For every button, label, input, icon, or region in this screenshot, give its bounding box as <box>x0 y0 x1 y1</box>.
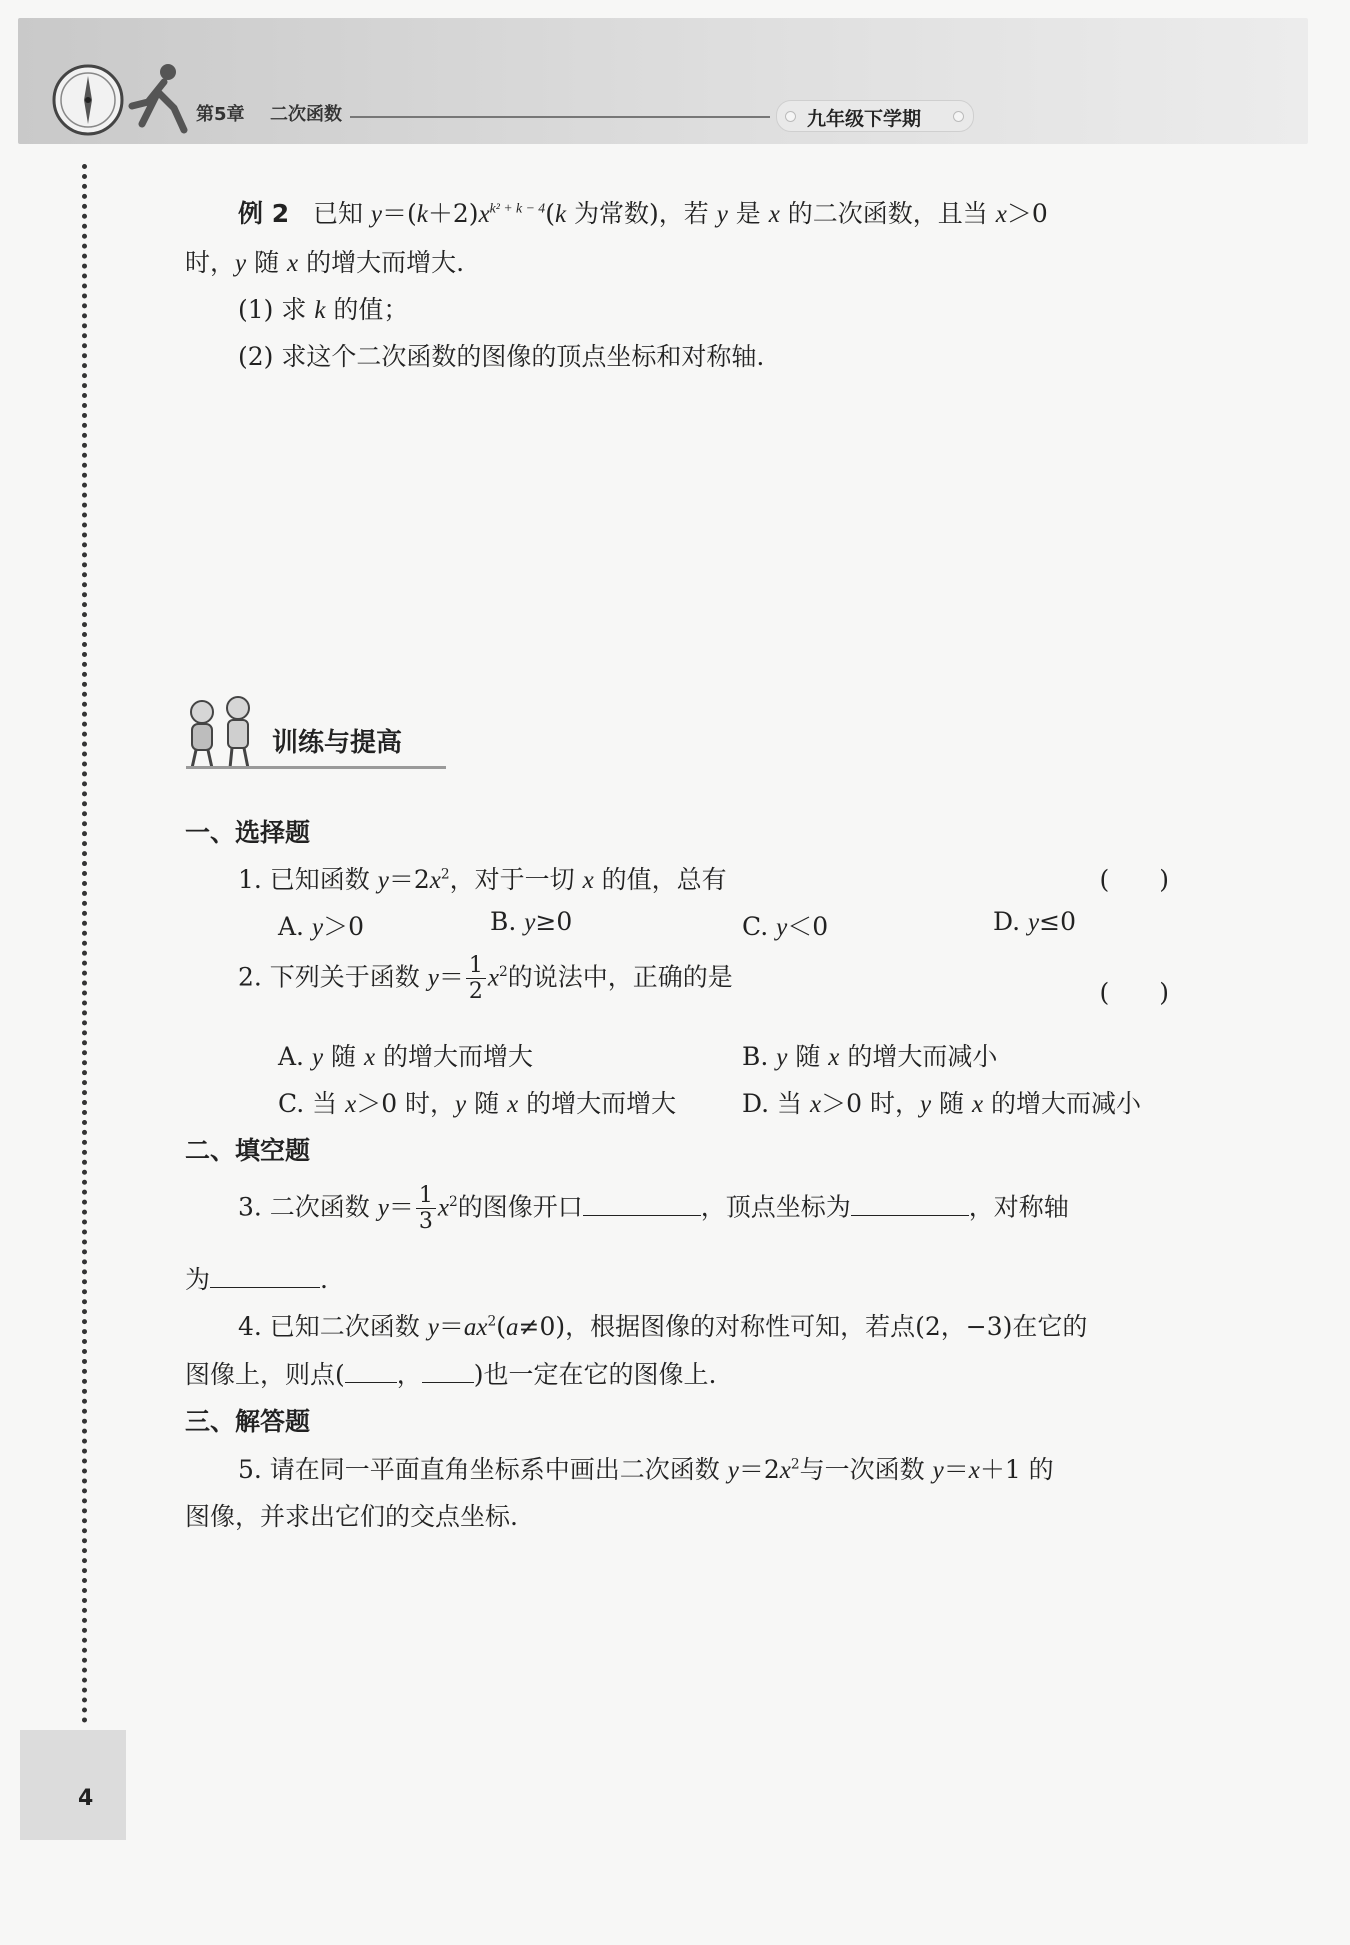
text: 1. 已知函数 <box>238 865 378 894</box>
var-x: x <box>478 201 490 228</box>
var-y: y <box>235 250 247 277</box>
text: ＞0 <box>323 912 364 941</box>
var-y: y <box>455 1091 467 1118</box>
clock-compass-icon <box>50 62 126 138</box>
var-x: x <box>429 867 441 894</box>
var-y: y <box>1028 909 1040 936</box>
text: A. <box>278 912 312 941</box>
var-y: y <box>311 1044 324 1071</box>
answer-parentheses: ( ) <box>1099 865 1169 894</box>
text: 5. 请在同一平面直角坐标系中画出二次函数 <box>238 1455 728 1484</box>
var-y: y <box>932 1457 944 1484</box>
var-a: a <box>506 1314 519 1341</box>
text: ＋2) <box>427 199 479 228</box>
var-x: x <box>507 1091 519 1118</box>
var-x: x <box>828 1044 840 1071</box>
text: 的增大而减小 <box>839 1042 998 1071</box>
var-x: x <box>810 1091 822 1118</box>
text: 3. 二次函数 <box>238 1192 378 1222</box>
var-y: y <box>427 964 439 992</box>
text: 的增大而增大. <box>298 248 465 277</box>
var-x: x <box>437 1194 449 1222</box>
question-5-stem: 5. 请在同一平面直角坐标系中画出二次函数 $y=2x^2$与一次函数 y＝x＋1 的 <box>238 1455 1054 1484</box>
text: . <box>320 1265 328 1294</box>
text: )也一定在它的图像上. <box>473 1360 717 1389</box>
var-y: y <box>311 914 324 941</box>
text: 是 <box>727 199 769 228</box>
text: ( <box>496 1312 506 1341</box>
text: 的图像开口 <box>457 1192 583 1222</box>
text: ＝ <box>943 1455 969 1484</box>
answer-blank[interactable] <box>851 1195 969 1216</box>
text: 随 <box>466 1089 508 1118</box>
answer-blank[interactable] <box>345 1362 397 1383</box>
var-y: y <box>370 201 383 228</box>
var-y: y <box>776 914 788 941</box>
text: 随 <box>787 1042 829 1071</box>
var-x: x <box>345 1091 357 1118</box>
text: ＝2 <box>738 1455 780 1484</box>
exponent: k² + k − 4 <box>489 200 546 216</box>
answer-blank[interactable] <box>422 1362 474 1383</box>
var-y: y <box>427 1314 439 1341</box>
question-5-line-2: 图像，并求出它们的交点坐标. <box>185 1502 518 1531</box>
var-y: y <box>524 909 536 936</box>
var-x: x <box>476 1314 488 1341</box>
text: 4. 已知二次函数 <box>238 1312 428 1341</box>
page-number-tab <box>20 1730 126 1840</box>
var-k: k <box>416 201 428 228</box>
var-x: x <box>971 1091 984 1118</box>
example-line-1 <box>238 194 1048 230</box>
badge-underline <box>186 766 446 769</box>
var-y: y <box>919 1091 932 1118</box>
text: 图像上，则点( <box>185 1360 345 1389</box>
q1-option-d <box>993 907 1076 937</box>
var-x: x <box>287 250 299 277</box>
var-x: x <box>995 201 1007 228</box>
text: C. 当 <box>278 1089 346 1118</box>
text: B. <box>490 907 525 936</box>
q2-option-c <box>278 1084 676 1120</box>
var-y: y <box>377 867 389 894</box>
var-x: x <box>968 1457 980 1484</box>
text: 的二次函数，且当 <box>779 199 996 228</box>
text: ，对称轴 <box>968 1192 1069 1222</box>
text: ，顶点坐标为 <box>700 1192 851 1222</box>
text: ＝( <box>382 199 417 228</box>
question-3-stem: 3. 二次函数 y＝ $\frac{1}{3}$ $x^2$的图像开口 ，顶点坐标为 ，对称轴 <box>238 1183 1069 1234</box>
var-x: x <box>487 964 499 992</box>
fraction-denominator: 2 <box>468 979 483 1004</box>
answer-parentheses: ( ) <box>1099 978 1169 1007</box>
section-fill-heading: 二、填空题 <box>185 1136 311 1165</box>
var-y: y <box>716 201 728 228</box>
question-2-stem: 2. 下列关于函数 y＝ $\frac{1}{2}$ $x^2$的说法中，正确的是 ( ) <box>238 953 1169 1007</box>
example-subquestion-1 <box>238 290 408 326</box>
text: D. 当 <box>742 1089 810 1118</box>
text: ， <box>396 1360 422 1389</box>
text: 2. 下列关于函数 <box>238 962 428 992</box>
fraction-denominator: 3 <box>418 1209 433 1234</box>
text: ，对于一切 <box>449 865 583 894</box>
text: 随 <box>931 1089 972 1118</box>
text: 已知 <box>312 199 371 228</box>
answer-blank[interactable] <box>583 1195 701 1216</box>
text: 的值； <box>325 295 409 324</box>
pill-dot-icon <box>785 111 796 122</box>
fraction-numerator: 1 <box>466 955 486 979</box>
var-x: x <box>779 1457 791 1484</box>
text: 为 <box>185 1265 211 1294</box>
var-x: x <box>363 1044 376 1071</box>
text: ≠0)，根据图像的对称性可知，若点(2，−3)在它的 <box>518 1312 1088 1341</box>
text: ＝ <box>438 1312 464 1341</box>
question-4-stem: 4. 已知二次函数 $y=ax^2(a\ne 0)$，根据图像的对称性可知，若点(2，−3)在它的 <box>238 1312 1088 1341</box>
question-3-line-2 <box>185 1260 328 1296</box>
q2-option-a <box>278 1037 533 1073</box>
question-4-line-2 <box>185 1355 716 1391</box>
question-1-stem: 1. 已知函数 $y=2x^2$，对于一切 x 的值，总有 ( ) <box>238 860 1170 896</box>
text: 随 <box>323 1042 364 1071</box>
example-subquestion-2: (2) 求这个二次函数的图像的顶点坐标和对称轴. <box>238 342 765 371</box>
text: 的说法中，正确的是 <box>507 962 733 992</box>
section-choice-heading: 一、选择题 <box>185 818 311 847</box>
grade-label: 九年级下学期 <box>807 108 922 130</box>
q1-option-b <box>490 907 572 937</box>
chapter-number: 第5章 <box>196 104 245 125</box>
fraction <box>466 955 486 1003</box>
q1-option-c <box>742 907 828 943</box>
q2-option-b <box>742 1037 997 1073</box>
text: ＞0 时， <box>356 1089 456 1118</box>
text: ( <box>545 199 555 228</box>
text: B. <box>742 1042 777 1071</box>
var-k: k <box>554 201 567 228</box>
text: ＝ <box>388 1192 414 1222</box>
var-x: x <box>582 867 594 894</box>
section-answer-heading: 三、解答题 <box>185 1407 311 1436</box>
pill-dot-icon <box>953 111 964 122</box>
text: ≤0 <box>1039 907 1077 936</box>
text: A. <box>278 1042 312 1071</box>
answer-blank[interactable] <box>210 1267 320 1288</box>
text: 随 <box>246 248 288 277</box>
text: D. <box>993 907 1029 936</box>
text: ＜0 <box>787 912 829 941</box>
text: 的值，总有 <box>593 865 727 894</box>
text: 时， <box>185 248 236 277</box>
example-line-2 <box>185 243 464 279</box>
runner-icon <box>118 58 198 138</box>
fraction <box>416 1185 436 1233</box>
text: 的增大而增大 <box>518 1089 677 1118</box>
var-y: y <box>377 1194 389 1222</box>
chapter-title: 二次函数 <box>270 104 342 125</box>
grade-pill <box>776 100 974 132</box>
q2-option-d <box>742 1084 1141 1120</box>
text: ＝2 <box>388 865 430 894</box>
text: 与一次函数 <box>799 1455 933 1484</box>
var-a: a <box>463 1314 477 1341</box>
binding-dots <box>82 164 87 1724</box>
var-y: y <box>776 1044 788 1071</box>
fraction-numerator: 1 <box>416 1185 436 1209</box>
text: 的增大而增大 <box>375 1042 534 1071</box>
page-number: 4 <box>78 1786 94 1811</box>
var-k: k <box>314 297 326 324</box>
text: 的增大而减小 <box>983 1089 1142 1118</box>
text: 为常数)，若 <box>566 199 717 228</box>
text: ≥0 <box>535 907 573 936</box>
text: ＝ <box>438 962 464 992</box>
text: (1) 求 <box>238 295 315 324</box>
text: ＞0 时， <box>821 1089 920 1118</box>
text: ＋1 的 <box>979 1455 1054 1484</box>
var-x: x <box>768 201 780 228</box>
q1-option-a <box>278 907 364 943</box>
var-y: y <box>727 1457 739 1484</box>
text: C. <box>742 912 777 941</box>
text: ＞0 <box>1006 199 1048 228</box>
header-rule <box>350 116 770 118</box>
section-badge-title: 训练与提高 <box>272 728 403 758</box>
example-label: 例 2 <box>238 199 290 228</box>
